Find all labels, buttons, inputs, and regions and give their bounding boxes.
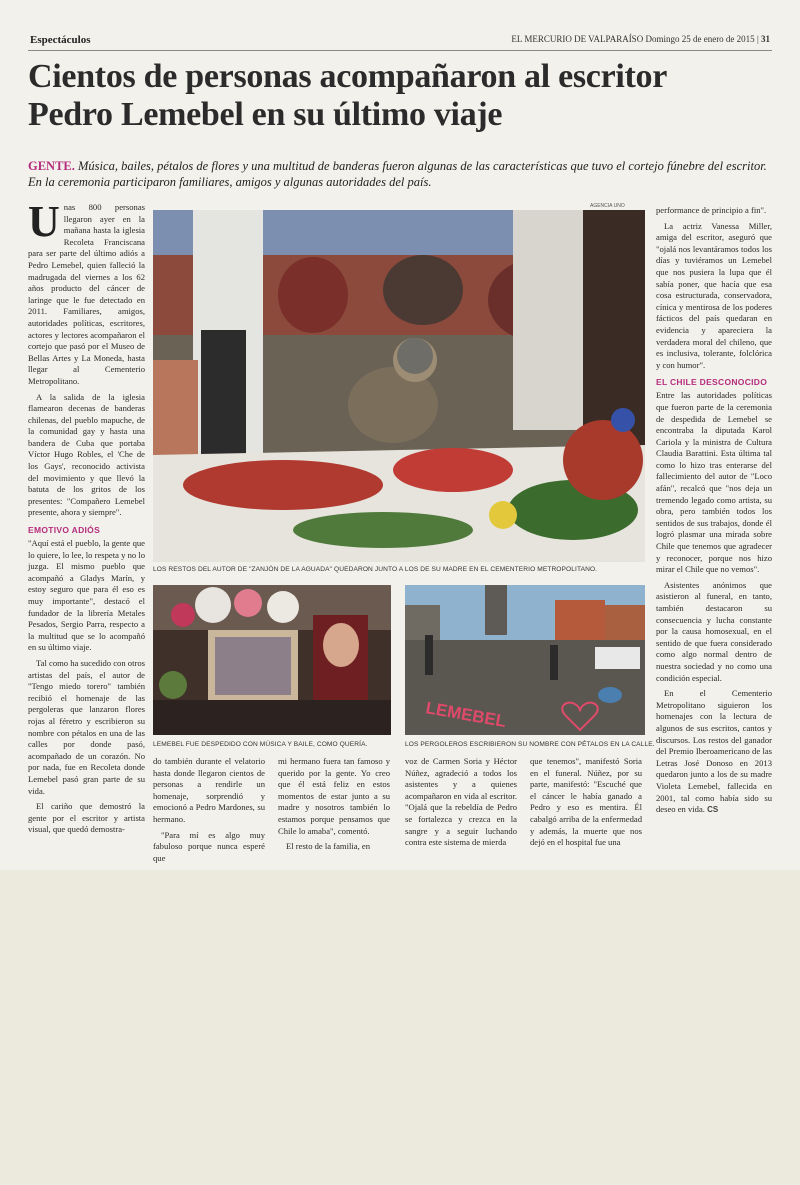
- col2-paragraph-2: "Para mí es algo muy fabuloso porque nunca esperé que: [153, 829, 265, 863]
- col6-paragraph-3: Entre las autoridades políticas que fueron parte de la ceremonia de despedida de Lemebel se encontraba la diputada Karol Cariola y la ministra de Cultura Claudia Barattini. Esta última tal como lo hizo tras enterarse del fallecimiento del autor de "Loco afán", recalcó que "nos deja un tremendo legado como artista, su obra, pero también todos los sentidos de sus trabajos, donde él logró plasmar una mirada sobre Chile que tenemos que agradecer y reconocer, porque nos hizo mirar el Chile que no vemos".: [656, 390, 772, 575]
- headline: Cientos de personas acompañaron al escritor Pedro Lemebel en su último viaje: [28, 58, 667, 133]
- dropcap: U: [28, 197, 60, 246]
- page-number: 31: [761, 34, 770, 44]
- subhead-emotivo-adios: EMOTIVO ADIÓS: [28, 525, 101, 536]
- col4-paragraph-1: voz de Carmen Soria y Héctor Núñez, agradeció a todos los asistentes y a quienes acompañaron en vida al escritor. "Ojalá que la rebeldía de Pedro se fortalezca y crezca en la sangre y a seguir luchando contra este sistema de mierda: [405, 756, 517, 848]
- col3-paragraph-1: mi hermano fuera tan famoso y querido por la gente. Yo creo que él está feliz en estos momentos de estar junto a su madre y nosotros también lo estamos porque pensamos que Chile lo amaba", comentó.: [278, 756, 390, 836]
- right-photo: [405, 585, 645, 735]
- article-column-5: [530, 756, 642, 853]
- article-column-2: [153, 756, 265, 868]
- lead-paragraph: [28, 158, 770, 190]
- lead-keyword: GENTE.: [28, 159, 75, 173]
- col6-paragraph-4: Asistentes anónimos que asistieron al funeral, en tanto, también destacaron su consecuencia y lucha constante por la causa homosexual, en el sentido de que fuera considerado como algo normal dentro de nuestra sociedad y no como una condición especial.: [656, 579, 772, 683]
- photo-credit: AGENCIA UNO: [590, 203, 625, 209]
- article-column-1: [28, 197, 145, 840]
- article-column-4: [405, 756, 517, 853]
- lead-text: Música, bailes, pétalos de flores y una multitud de banderas fueron algunas de las características que tuvo el cortejo fúnebre del escritor. En la ceremonia participaron familiares, amigos y algunas autoridades del país.: [28, 159, 767, 189]
- left-photo: [153, 585, 391, 735]
- col6-paragraph-1: performance de principio a fin".: [656, 205, 767, 215]
- col5-paragraph-1: que tenemos", manifestó Soria en el funeral. Núñez, por su parte, manifestó: "Escuché que el cáncer le había ganado a Pedro y eso es mentira. Él cabalgó arriba de la enfermedad y además, la muerte que nos dejó en el hospital fue una: [530, 756, 642, 848]
- col6-paragraph-5-text: En el Cementerio Metropolitano siguieron los homenajes con la lectura de algunos de sus escritos, cantos y discursos. Los restos del ganador del Premio Iberoamericano de las Letras José Donoso en 2013 quedaron junto a los de su madre Violeta Lemebel, fallecida en 2001, tal como había sido su deseo en vida.: [656, 688, 772, 815]
- col1-paragraph-2: A la salida de la iglesia flamearon decenas de banderas chilenas, del pueblo mapuche, de la comunidad gay y hasta una bandera de Cuba que portaba Víctor Hugo Robles, el 'Che de los Gays', reconocido activista del movimiento y que llevó la batuta de los gritos de los presentes: "Compañero Lemebel presente, ahora y siempre".: [28, 391, 145, 518]
- article-column-6: [656, 205, 772, 820]
- section-label: Espectáculos: [30, 34, 91, 46]
- col1-paragraph-1: nas 800 personas llegaron ayer en la mañana hasta la iglesia Recoleta Franciscana para ser parte del último adiós a Pedro Lemebel, quien falleció la madrugada del viernes a los 62 años producto del cáncer de laringe que le fue detectado en 2011. Familiares, amigos, autoridades políticas, escritores, actores y lectores acompañaron el cortejo que pasó por el Museo de Bellas Artes y La Moneda, hasta llegar al Cementerio Metropolitano.: [28, 202, 145, 386]
- main-photo: [153, 210, 645, 562]
- publication-line: EL MERCURIO DE VALPARAÍSO Domingo 25 de enero de 2015 | 31: [511, 34, 770, 44]
- left-photo-caption: LEMEBEL FUE DESPEDIDO CON MÚSICA Y BAILE, COMO QUERÍA.: [153, 741, 368, 748]
- funeral-crowd-image: [153, 210, 645, 562]
- article-column-3: [278, 756, 390, 857]
- street-petals-image: [405, 585, 645, 735]
- right-photo-caption: LOS PERGOLEROS ESCRIBIERON SU NOMBRE CON PÉTALOS EN LA CALLE.: [405, 741, 655, 748]
- col1-paragraph-4: Tal como ha sucedido con otros artistas del país, el autor de "Tengo miedo torero" también recibió el homenaje de las pergoleras que lanzaron flores rojas al féretro y escribieron su nombre con pétalos en una de las calles por donde pasó, acompañado de un corazón. No por nada, fue en Recoleta donde Lemebel pasó gran parte de su vida.: [28, 657, 145, 796]
- end-mark: CS: [707, 805, 719, 815]
- col2-paragraph-1: do también durante el velatorio hasta donde llegaron cientos de personas a rendirle un homenaje, sorprendió y emocionó a Pedro Mardones, su hermano.: [153, 756, 265, 824]
- col6-paragraph-2: La actriz Vanessa Miller, amiga del escritor, aseguró que "ojalá nos levantáramos todos los días y tuviéramos un Lemebel que nos pusiera la lupa que él sabía poner, que hacía que esa cosa estructurada, conservadora, cínica y mentirosa de los poderes fácticos del país quedaran en evidencia y apareciera la verdadera moral del chileno, que es inclusiva, tolerante, folclórica y con humor".: [656, 220, 772, 370]
- col1-paragraph-5: El cariño que demostró la gente por el escritor y artista visual, que quedó demostra-: [28, 801, 145, 835]
- publication-date: Domingo 25 de enero de 2015: [645, 34, 755, 44]
- altar-image: [153, 585, 391, 735]
- col1-paragraph-3: "Aquí está el pueblo, la gente que lo quiere, lo lee, lo respeta y no lo juzga. El mismo pueblo que acompañó a Gladys Marín, y estoy seguro que para él eso es muy importante", destacó el fundador de la librería Metales Pesados, Sergio Parra, respecto a la multitud que se lo acompañó en su último viaje.: [28, 538, 145, 653]
- col6-paragraph-5: [656, 688, 772, 816]
- subhead-chile-desconocido: EL CHILE DESCONOCIDO: [656, 377, 768, 388]
- main-photo-caption: LOS RESTOS DEL AUTOR DE "ZANJÓN DE LA AGUADA" QUEDARON JUNTO A LOS DE SU MADRE EN EL CEMENTERIO METROPOLITANO.: [153, 566, 598, 573]
- header-rule: [28, 50, 772, 51]
- publication-name: EL MERCURIO DE VALPARAÍSO: [511, 34, 644, 44]
- street-petal-word: LEMEBEL: [424, 698, 508, 732]
- col3-paragraph-2: El resto de la familia, en: [286, 841, 370, 852]
